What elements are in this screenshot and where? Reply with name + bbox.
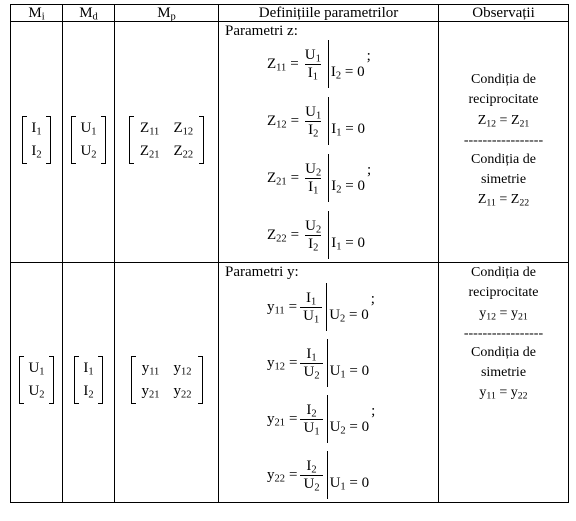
z-mi-matrix <box>22 116 50 164</box>
y-mp-entry-11: $y_{11}$ <box>141 360 160 378</box>
y-mp-entry-21: $y_{21}$ <box>141 383 160 401</box>
y-mp-cell <box>115 263 219 503</box>
y-md-matrix <box>74 356 102 404</box>
y-mi-matrix <box>19 356 53 404</box>
y-mi-cell <box>11 263 63 503</box>
z-definitions-cell <box>219 22 439 263</box>
y-md-entry-1: $I_1$ <box>83 360 94 378</box>
y-mp-matrix <box>131 356 203 404</box>
z-md-entry-1: $U_1$ <box>80 119 97 138</box>
y12-equation: $y_{12}$ = $\frac{I_1}{U_2}$ $U_1 = 0$ <box>267 339 371 387</box>
z-mp-cell <box>115 22 219 263</box>
y22-equation: $y_{22}$ = $\frac{I_2}{U_2}$ $U_1 = 0$ <box>267 451 371 499</box>
y-mi-entry-1: $U_1$ <box>28 360 45 378</box>
y11-equation: $y_{11}$ = $\frac{I_1}{U_1}$ $U_2 = 0$ ; <box>267 283 375 331</box>
z-mp-entry-12: $Z_{12}$ <box>173 119 194 138</box>
y-recip-line1: Condiția de <box>471 265 536 280</box>
z-sym-line2: simetrie <box>480 172 527 187</box>
z-mi-cell <box>11 22 63 263</box>
z-separator: ----------------- <box>463 133 544 148</box>
y21-equation: $y_{21}$ = $\frac{I_2}{U_1}$ $U_2 = 0$ ; <box>267 395 375 443</box>
y-recip-line2: reciprocitate <box>468 285 539 300</box>
z-recip-equation: $Z_{12} = Z_{21}$ <box>477 113 530 130</box>
y-parameters-row <box>11 263 569 503</box>
z-parameters-row <box>11 22 569 263</box>
z12-equation: $Z_{12}$ = $\frac{U_1}{I_2}$ $I_1 = 0$ <box>267 97 367 145</box>
y-separator: ----------------- <box>463 326 544 341</box>
z21-equation: $Z_{21}$ = $\frac{U_2}{I_1}$ $I_2 = 0$ ; <box>267 154 371 202</box>
y-title: Parametri y: <box>225 264 299 280</box>
z-mp-matrix <box>129 116 204 164</box>
z-md-matrix <box>71 116 105 164</box>
header-row <box>11 5 569 22</box>
y-recip-equation: $y_{12} = y_{21}$ <box>479 306 528 323</box>
y-mp-entry-12: $y_{12}$ <box>173 360 192 378</box>
z-mi-entry-2: $I_2$ <box>31 142 42 161</box>
z-mi-entry-1: $I_1$ <box>31 119 42 138</box>
y-mp-entry-22: $y_{22}$ <box>173 383 192 401</box>
header-definitions: Definițiile parametrilor <box>219 5 439 22</box>
z-sym-line1: Condiția de <box>471 152 536 167</box>
z-mp-entry-22: $Z_{22}$ <box>173 142 194 161</box>
header-mi: $M_i$ <box>11 5 63 22</box>
y-sym-equation: $y_{11} = y_{22}$ <box>479 385 528 402</box>
y-md-cell <box>63 263 115 503</box>
z-recip-line1: Condiția de <box>471 72 536 87</box>
header-mp: $M_p$ <box>115 5 219 22</box>
z11-equation: $Z_{11}$ = $\frac{U_1}{I_1}$ $I_2 = 0$ ; <box>267 40 371 88</box>
z-mp-entry-11: $Z_{11}$ <box>140 119 160 138</box>
z-title: Parametri z: <box>225 23 298 39</box>
z-mp-entry-21: $Z_{21}$ <box>139 142 160 161</box>
parameters-table <box>10 4 569 503</box>
z-recip-line2: reciprocitate <box>468 92 539 107</box>
z-observations-cell <box>439 22 569 263</box>
z-md-cell <box>63 22 115 263</box>
y-definitions-cell <box>219 263 439 503</box>
y-mi-entry-2: $U_2$ <box>28 383 45 401</box>
y-sym-line1: Condiția de <box>471 345 536 360</box>
header-observations: Observații <box>439 5 569 22</box>
y-md-entry-2: $I_2$ <box>83 383 94 401</box>
z22-equation: $Z_{22}$ = $\frac{U_2}{I_2}$ $I_1 = 0$ <box>267 211 367 259</box>
header-md: $M_d$ <box>63 5 115 22</box>
y-sym-line2: simetrie <box>480 365 527 380</box>
z-sym-equation: $Z_{11} = Z_{22}$ <box>477 192 530 209</box>
y-observations-cell <box>439 263 569 503</box>
z-md-entry-2: $U_2$ <box>80 142 97 161</box>
